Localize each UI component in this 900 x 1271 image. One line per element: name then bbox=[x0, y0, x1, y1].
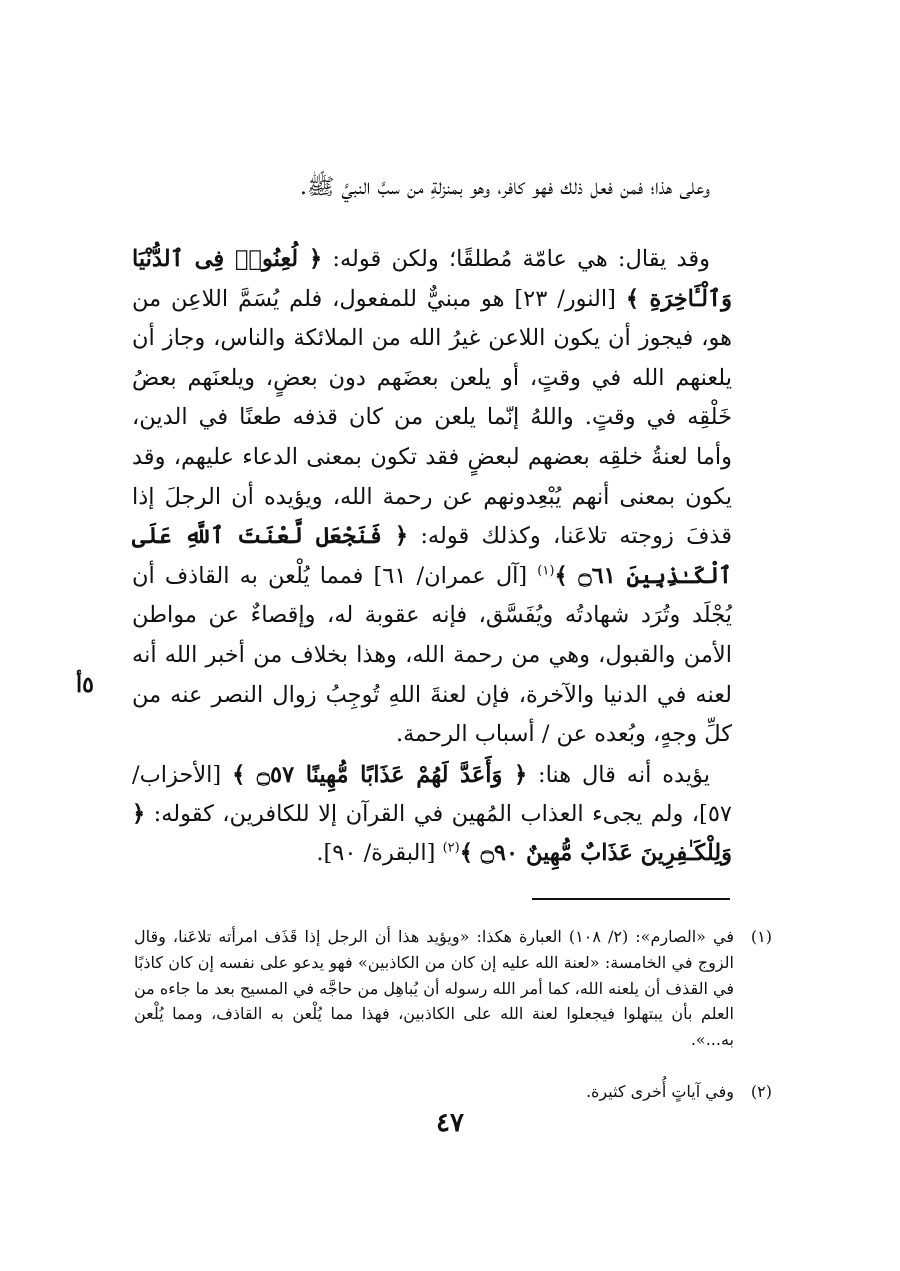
quran-verse-ahzab: ﴿ وَأَعَدَّ لَهُمْ عَذَابًا مُّهِينًا ۝٥٧ ﴾ bbox=[232, 762, 528, 788]
paragraph-3 bbox=[132, 756, 732, 873]
footnote-1-number: (١) bbox=[750, 927, 772, 946]
footnote-1-text: في «الصارم»: (٢/ ١٠٨) العبارة هكذا: «ويؤيد هذا أن الرجل إذا قَذَف امرأته تلاعَنا، وقال الزوج في الخامسة: «لعنة الله عليه إن كان من الكاذبين» فهو يدعو على نفسه إن كان كاذبًا في القذف أن يلعنه الله، كما أمر الله رسوله أن يُباهِل من حاجَّه في المسيح بعد ما جاءه من العلم بأن يبتهلوا فيجعلوا لعنة الله على الكاذبين، فهذا مما يُلْعن به القاذف، ومما يُلْعن به...». bbox=[134, 927, 734, 1050]
footnote-2-text: وفي آياتٍ أُخرى كثيرة. bbox=[585, 1082, 734, 1101]
footnote-2-number: (٢) bbox=[750, 1082, 772, 1101]
footnote-ref-1[interactable]: (١) bbox=[537, 563, 555, 579]
footnote-1 bbox=[134, 924, 772, 1053]
quran-verse-al-imran: ﴿ فَنَجْعَل لَّعْنَتَ ٱللَّهِ عَلَى ٱلْكَـٰذِبِينَ ۝٦١ ﴾ bbox=[132, 523, 732, 589]
paragraph-1-text: وعلى هذا؛ فمن فعل ذلك فهو كافر، وهو بمنزلةِ من سبَّ النبيَّ ﷺ. bbox=[299, 174, 710, 200]
quran-verse-nur: ﴿ لُعِنُوا۟ فِى ٱلدُّنْيَا وَٱلْـَٔاخِرَةِ ﴾ bbox=[132, 246, 732, 312]
footnote-2 bbox=[134, 1079, 772, 1105]
paragraph-3-part-b: [الأحزاب/ ٥٧]، ولم يجىء العذاب المُهين في القرآن إلا للكافرين، كقوله: bbox=[132, 762, 732, 827]
manuscript-margin-ref: ٥أ bbox=[76, 672, 94, 698]
paragraph-2-part-c: [آل عمران/ ٦١] فمما يُلْعن به القاذف أن يُجْلَد وتُرَد شهادتُه ويُفَسَّق، فإنه عقوبة له، وإقصاءٌ عن مواطن الأمن والقبول، وهي من رحمة الله، وهذا بخلاف من أخبر الله أنه لعنه في الدنيا والآخرة، فإن لعنةَ اللهِ تُوجِبُ زوال النصر عنه من كلِّ وجهٍ، وبُعده عن / أسباب الرحمة. bbox=[132, 562, 732, 748]
quran-verse-baqara: ﴿ وَلِلْكَـٰفِرِينَ عَذَابٌ مُّهِينٌ ۝٩٠ ﴾ bbox=[132, 801, 732, 866]
footnote-separator bbox=[532, 898, 730, 900]
paragraph-2 bbox=[132, 240, 732, 755]
paragraph-2-part-b: [النور/ ٢٣] هو مبنيٌّ للمفعول، فلم يُسَمَّ اللاعِن من هو، فيجوز أن يكون اللاعن غيرُ الله من الملائكة والناس، وجاز أن يلعنهم الله في وقتٍ، أو يلعن بعضَهم دون بعضٍ، ويلعنَهم بعضُ خَلْقِه في وقتٍ. واللهُ إنّما يلعن من كان قذفه طعنًا في الدين، وأما لعنةُ خلقِه بعضهم لبعضٍ فقد تكون بمعنى الدعاء عليهم، وقد يكون بمعنى أنهم يُبْعِدونهم عن رحمة الله، ويؤيده أن الرجلَ إذا قذفَ زوجته تلاعَنا، وكذلك قوله: bbox=[132, 285, 732, 550]
paragraph-2-part-a: وقد يقال: هي عامّة مُطلقًا؛ ولكن قوله: bbox=[322, 246, 710, 272]
paragraph-3-part-c: [البقرة/ ٩٠]. bbox=[316, 840, 443, 866]
paragraph-3-text bbox=[132, 756, 732, 873]
paragraph-1 bbox=[132, 168, 732, 206]
footnote-ref-2[interactable]: (٢) bbox=[442, 840, 460, 856]
paragraph-3-part-a: يؤيده أنه قال هنا: bbox=[527, 762, 710, 788]
page-number: ٤٧ bbox=[436, 1108, 464, 1138]
paragraph-2-text bbox=[132, 240, 732, 755]
